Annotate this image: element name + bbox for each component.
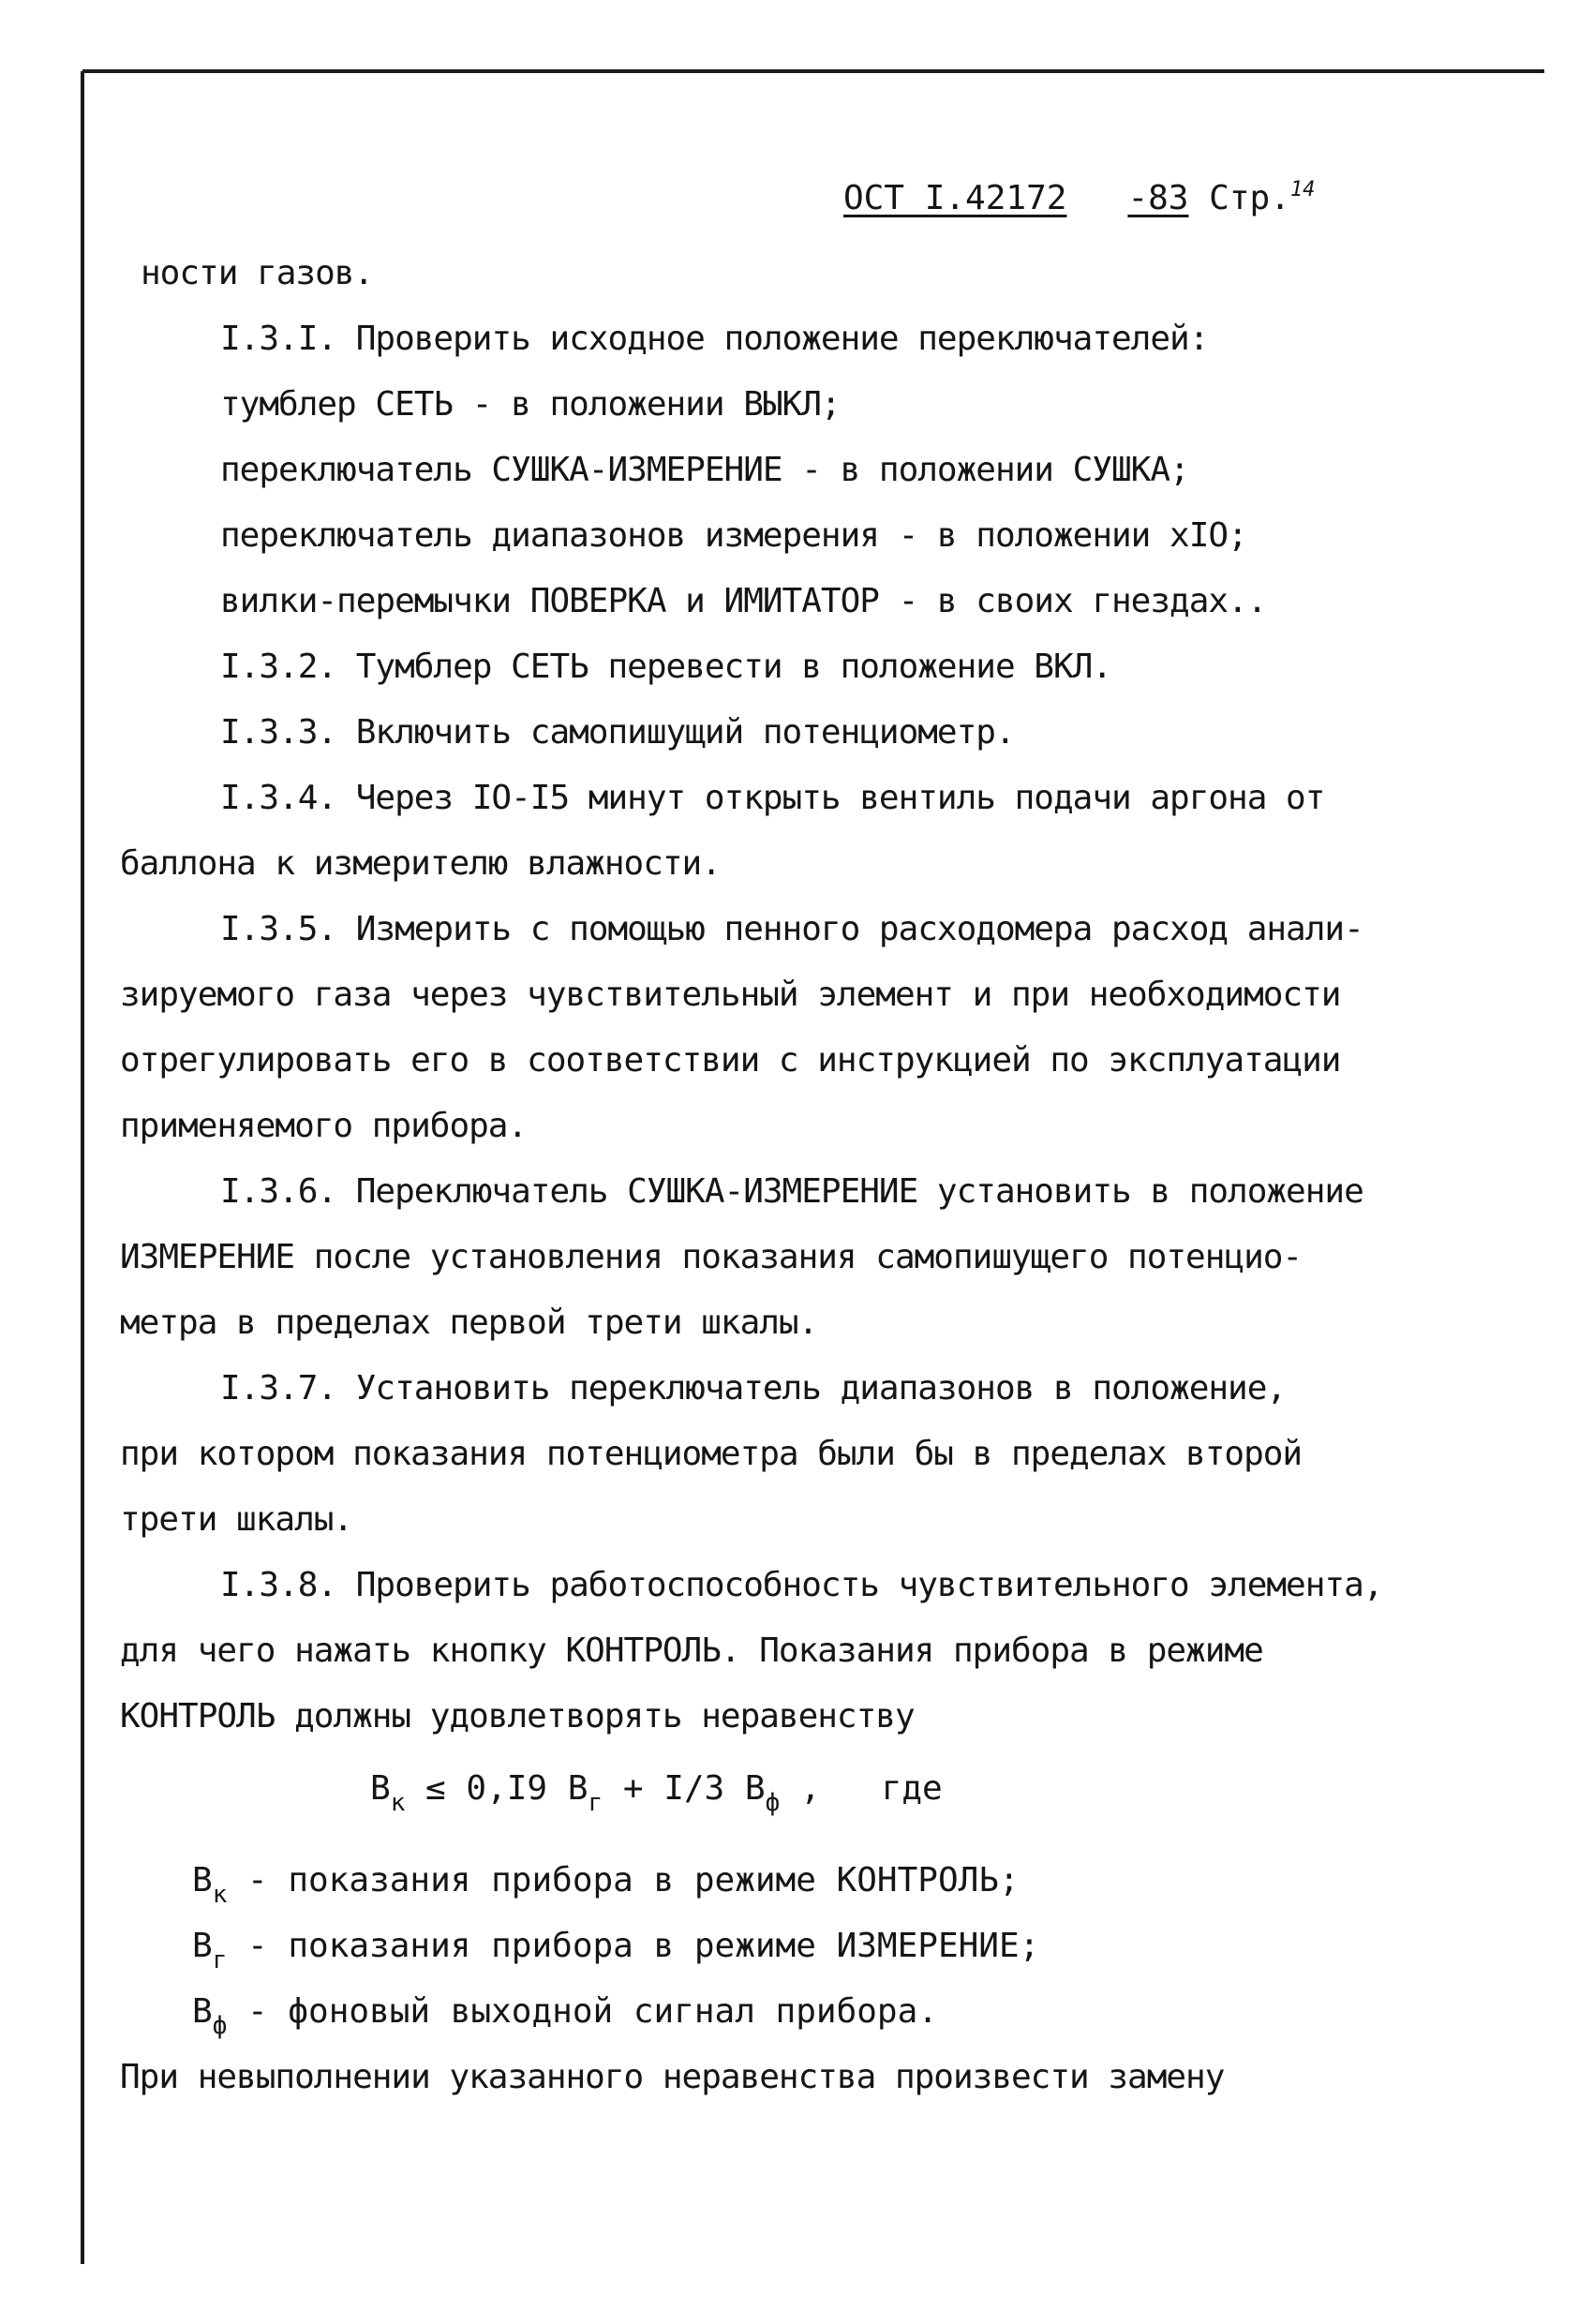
legend-symbol: В xyxy=(192,1992,213,2031)
section-heading: I.3.8. Проверить работоспособность чувствительного элемента, xyxy=(220,1566,1383,1604)
text-line: переключатель диапазонов измерения - в положении xIO; xyxy=(220,516,1247,555)
legend-symbol: В xyxy=(192,1861,213,1899)
formula-where: где xyxy=(881,1769,943,1808)
legend-item xyxy=(192,1860,1020,1909)
inequality-formula xyxy=(370,1768,943,1817)
legend-subscript: г xyxy=(212,1946,228,1974)
formula-subscript: ф xyxy=(765,1789,781,1817)
page-header xyxy=(843,178,1315,224)
page-label: Стр. xyxy=(1209,179,1290,217)
section-heading: I.3.I. Проверить исходное положение переключателей: xyxy=(220,320,1209,358)
formula-coefficient: 0,I9 xyxy=(466,1769,548,1808)
text-line: переключатель СУШКА-ИЗМЕРЕНИЕ - в положении СУШКА; xyxy=(220,451,1189,489)
legend-symbol: В xyxy=(192,1927,213,1965)
section-heading: I.3.5. Измерить с помощью пенного расходомера расход анали- xyxy=(220,910,1363,948)
legend-subscript: к xyxy=(212,1881,228,1909)
legend-subscript: ф xyxy=(212,2012,228,2040)
text-line: КОНТРОЛЬ должны удовлетворять неравенству xyxy=(120,1697,915,1736)
text-line: ности газов. xyxy=(141,254,374,292)
formula-relation: ≤ xyxy=(425,1769,446,1808)
legend-text: - фоновый выходной сигнал прибора. xyxy=(247,1992,938,2031)
formula-symbol: В xyxy=(567,1769,588,1808)
legend-item xyxy=(192,1991,938,2040)
section-heading: I.3.3. Включить самопишущий потенциометр. xyxy=(220,713,1015,752)
legend-text: - показания прибора в режиме КОНТРОЛЬ; xyxy=(247,1861,1020,1899)
text-line: трети шкалы. xyxy=(120,1500,353,1539)
text-line: тумблер СЕТЬ - в положении ВЫКЛ; xyxy=(220,385,841,424)
formula-operator: + xyxy=(622,1769,644,1808)
text-line: применяемого прибора. xyxy=(120,1107,528,1145)
formula-symbol: В xyxy=(370,1769,391,1808)
formula-subscript: к xyxy=(390,1789,406,1817)
formula-fraction: I/3 xyxy=(663,1769,725,1808)
section-heading: I.3.4. Через IO-I5 минут открыть вентиль подачи аргона от xyxy=(220,779,1325,817)
section-heading: I.3.7. Установить переключатель диапазонов в положение, xyxy=(220,1369,1287,1408)
text-line: баллона к измерителю влажности. xyxy=(120,844,721,883)
text-line: вилки-перемычки ПОВЕРКА и ИМИТАТОР - в своих гнездах.. xyxy=(220,582,1267,620)
formula-symbol: В xyxy=(744,1769,766,1808)
text-line: при котором показания потенциометра были бы в пределах второй xyxy=(120,1435,1303,1473)
legend-text: - показания прибора в режиме ИЗМЕРЕНИЕ; xyxy=(247,1927,1040,1965)
text-line: ИЗМЕРЕНИЕ после установления показания самопишущего потенцио- xyxy=(120,1238,1303,1276)
closing-line: При невыполнении указанного неравенства произвести замену xyxy=(120,2058,1225,2096)
standard-year: -83 xyxy=(1127,179,1189,217)
legend-item xyxy=(192,1926,1040,1974)
text-line: для чего нажать кнопку КОНТРОЛЬ. Показания прибора в режиме xyxy=(120,1631,1263,1670)
text-line: зируемого газа через чувствительный элемент и при необходимости xyxy=(120,976,1341,1014)
formula-subscript: г xyxy=(588,1789,603,1817)
section-heading: I.3.6. Переключатель СУШКА-ИЗМЕРЕНИЕ установить в положение xyxy=(220,1172,1363,1211)
section-heading: I.3.2. Тумблер СЕТЬ перевести в положение ВКЛ. xyxy=(220,648,1111,686)
formula-comma: , xyxy=(799,1769,821,1808)
standard-code: ОСТ I.42172 xyxy=(843,179,1067,217)
text-line: метра в пределах первой трети шкалы. xyxy=(120,1304,818,1342)
text-line: отрегулировать его в соответствии с инструкцией по эксплуатации xyxy=(120,1041,1341,1080)
page-number: 14 xyxy=(1289,178,1316,201)
